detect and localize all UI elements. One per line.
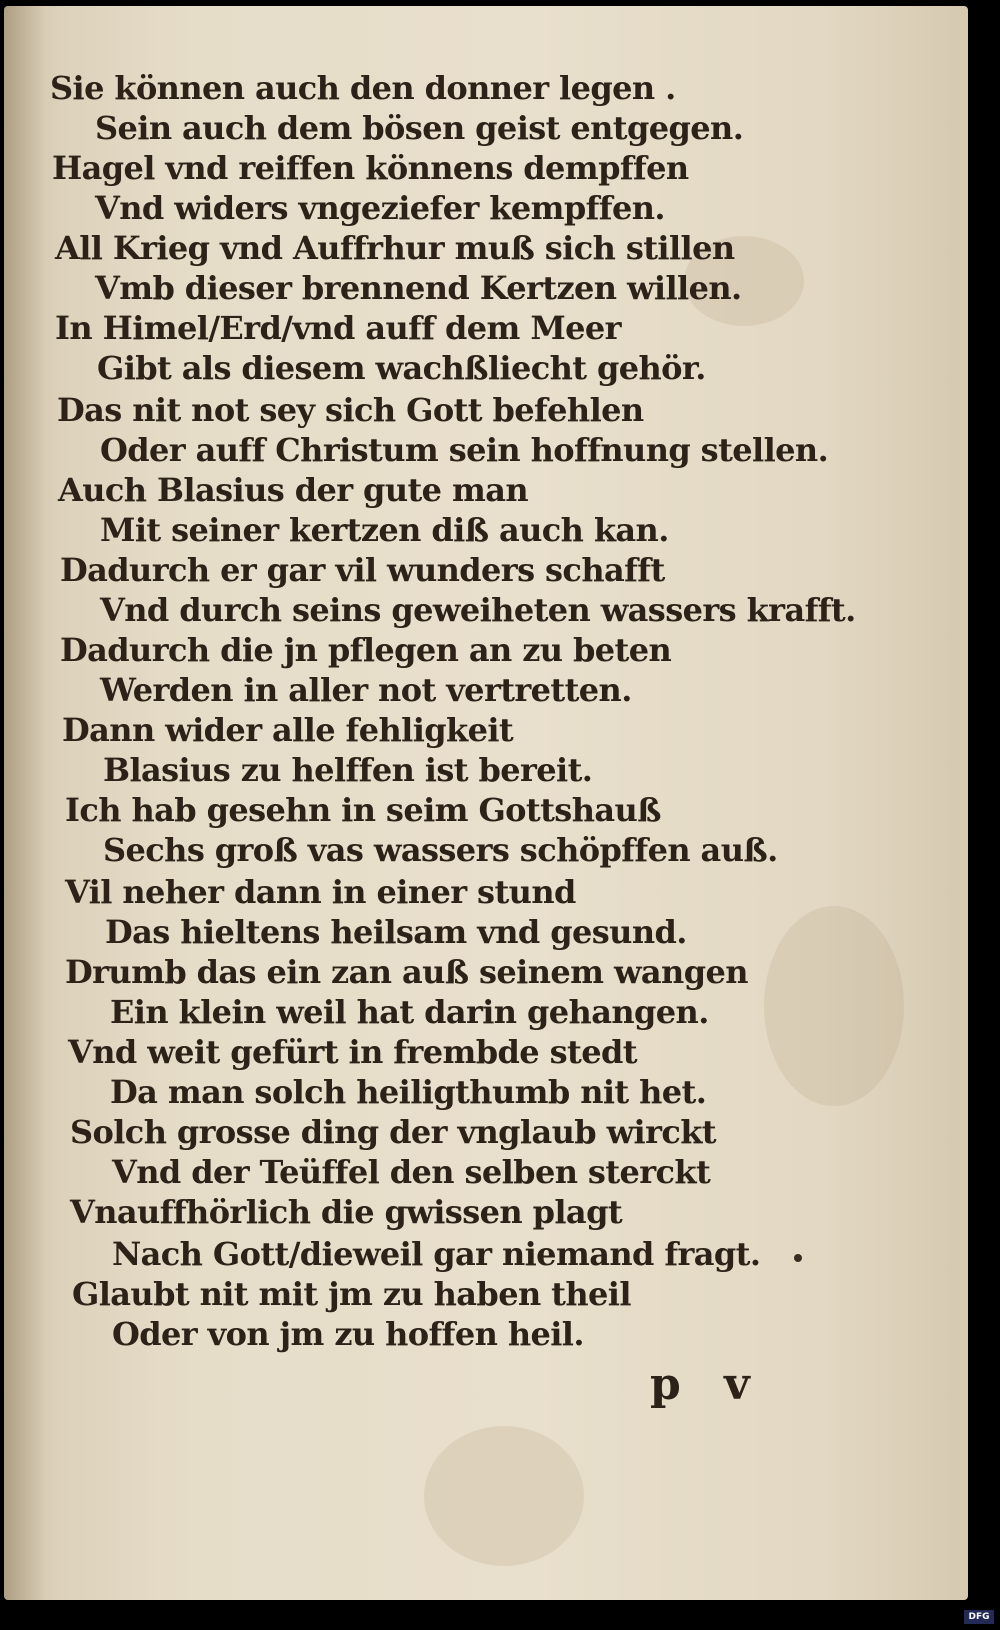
verse-line: Vil neher dann in einer stund: [65, 873, 576, 911]
funding-footer: Digitalisierung gefördert durch die Deutsche Forschungsgemeinschaft: [574, 1610, 960, 1623]
verse-line: Werden in aller not vertretten.: [100, 671, 632, 709]
verse-line: Nach Gott/dieweil gar niemand fragt.: [112, 1235, 761, 1273]
verse-line: Oder auff Christum sein hoffnung stellen.: [100, 431, 829, 469]
verse-line: Vnauffhörlich die gwissen plagt: [70, 1193, 623, 1231]
verse-line: Vmb dieser brennend Kertzen willen.: [95, 269, 742, 307]
verse-line: Das nit not sey sich Gott befehlen: [57, 391, 644, 429]
verse-line: Blasius zu helffen ist bereit.: [103, 751, 593, 789]
dfg-logo: DFG: [964, 1610, 994, 1624]
verse-line: Auch Blasius der gute man: [58, 471, 529, 509]
verse-line: Drumb das ein zan auß seinem wangen: [65, 953, 748, 991]
verse-line: Vnd weit gefürt in frembde stedt: [68, 1033, 637, 1071]
verse-line: Dadurch die jn pflegen an zu beten: [60, 631, 672, 669]
verse-line: Vnd durch seins geweiheten wassers krafft.: [100, 591, 856, 629]
verse-line: Gibt als diesem wachßliecht gehör.: [97, 349, 706, 387]
verse-line: Mit seiner kertzen diß auch kan.: [100, 511, 669, 549]
signature-mark: p v: [650, 1359, 764, 1410]
verse-line: All Krieg vnd Auffrhur muß sich stillen: [55, 229, 735, 267]
verse-line: Vnd der Teüffel den selben sterckt: [112, 1153, 711, 1191]
verse-line: Vnd widers vngeziefer kempffen.: [95, 189, 665, 227]
verse-line: Oder von jm zu hoffen heil.: [112, 1315, 584, 1353]
verse-line: Dann wider alle fehligkeit: [62, 711, 514, 749]
verse-line: Ein klein weil hat darin gehangen.: [110, 993, 709, 1031]
verse-line: Dadurch er gar vil wunders schafft: [60, 551, 665, 589]
ink-dot: [794, 1254, 802, 1262]
verse-line: Glaubt nit mit jm zu haben theil: [72, 1275, 631, 1313]
verse-line: Solch grosse ding der vnglaub wirckt: [70, 1113, 716, 1151]
verse-line: Das hieltens heilsam vnd gesund.: [105, 913, 687, 951]
verse-line: Ich hab gesehn in seim Gottshauß: [65, 791, 661, 829]
verse-line: Da man solch heiligthumb nit het.: [110, 1073, 707, 1111]
verse-line: Hagel vnd reiffen könnens dempffen: [52, 149, 689, 187]
verse-line: Sein auch dem bösen geist entgegen.: [95, 109, 744, 147]
verse-line: Sie können auch den donner legen .: [50, 69, 676, 107]
verse-line: In Himel/Erd/vnd auff dem Meer: [55, 309, 621, 347]
verse-line: Sechs groß vas wassers schöpffen auß.: [103, 831, 778, 869]
